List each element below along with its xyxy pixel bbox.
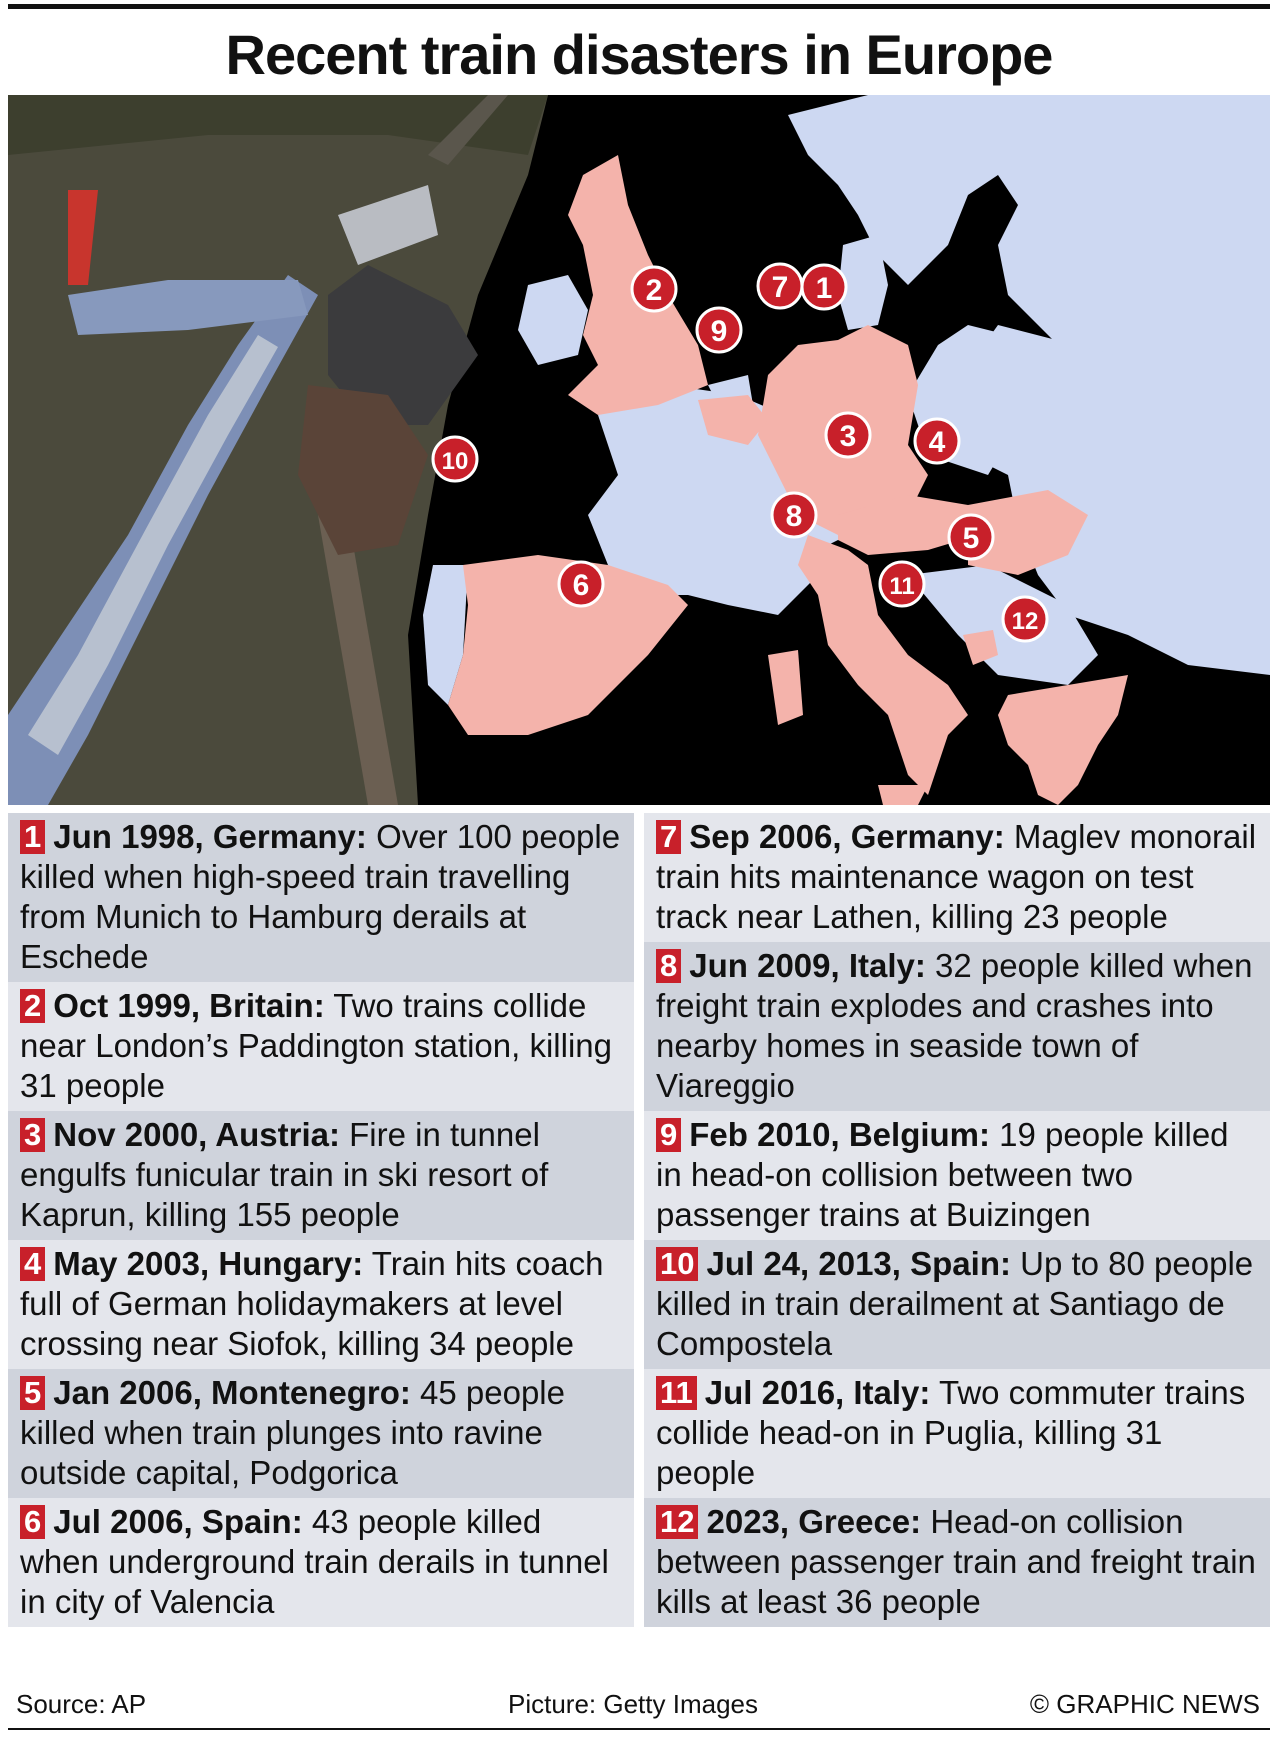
source-credit: Source: AP <box>16 1689 147 1719</box>
event-number-badge: 2 <box>20 989 45 1023</box>
map-marker-4[interactable] <box>915 419 959 463</box>
event-description: Train hits coach full of German holidaymakers at level crossing near Siofok, killing 34 people <box>20 1245 604 1362</box>
event-item-9 <box>644 1111 1270 1240</box>
map-marker-12-label: 12 <box>1011 608 1039 635</box>
map-marker-8-label: 8 <box>785 500 803 533</box>
event-number-badge: 11 <box>656 1376 697 1410</box>
page-title: Recent train disasters in Europe <box>225 23 1053 86</box>
event-description: Two commuter trains collide head-on in Puglia, killing 31 people <box>656 1374 1246 1491</box>
map-marker-10-label: 10 <box>441 448 469 475</box>
event-column-left <box>8 813 634 1627</box>
map-marker-5[interactable] <box>949 515 993 559</box>
event-item-7 <box>644 813 1270 942</box>
event-heading: 2023, Greece: <box>706 1503 922 1540</box>
map-marker-7-label: 7 <box>771 271 789 304</box>
map-marker-2[interactable] <box>632 267 676 311</box>
event-number-badge: 6 <box>20 1505 45 1539</box>
event-heading: Feb 2010, Belgium: <box>689 1116 991 1153</box>
map-marker-3[interactable] <box>826 413 870 457</box>
map-marker-10[interactable] <box>433 437 477 481</box>
event-number-badge: 3 <box>20 1118 45 1152</box>
event-column-right <box>644 813 1270 1627</box>
publisher-credit: © GRAPHIC NEWS <box>1029 1689 1260 1719</box>
event-description: Up to 80 people killed in train derailment at Santiago de Compostela <box>656 1245 1254 1362</box>
map-and-photo <box>8 95 1270 805</box>
event-number-badge: 8 <box>656 949 681 983</box>
event-heading: Nov 2000, Austria: <box>53 1116 340 1153</box>
map-marker-1[interactable] <box>802 265 846 309</box>
event-description: 32 people killed when freight train explodes and crashes into nearby homes in seaside town of Viareggio <box>656 947 1253 1104</box>
event-description: Maglev monorail train hits maintenance wagon on test track near Lathen, killing 23 people <box>656 818 1257 935</box>
map-marker-9-label: 9 <box>710 315 728 348</box>
event-description: 45 people killed when train plunges into ravine outside capital, Podgorica <box>20 1374 565 1491</box>
footer <box>12 1689 1266 1725</box>
map-marker-11[interactable] <box>880 562 924 606</box>
event-item-8 <box>644 942 1270 1111</box>
event-description: 43 people killed when underground train derails in tunnel in city of Valencia <box>20 1503 609 1620</box>
event-number-badge: 5 <box>20 1376 45 1410</box>
event-heading: Jul 2016, Italy: <box>704 1374 931 1411</box>
event-list <box>8 813 1270 1683</box>
europe-map <box>8 95 1270 805</box>
bottom-rule <box>8 1728 1270 1730</box>
event-heading: Jan 2006, Montenegro: <box>53 1374 411 1411</box>
event-heading: Oct 1999, Britain: <box>53 987 325 1024</box>
event-number-badge: 10 <box>656 1247 698 1281</box>
event-heading: Jun 2009, Italy: <box>689 947 926 984</box>
event-heading: Jul 24, 2013, Spain: <box>706 1245 1011 1282</box>
event-item-2 <box>8 982 634 1111</box>
event-item-10 <box>644 1240 1270 1369</box>
top-rule <box>8 4 1270 9</box>
event-number-badge: 1 <box>20 820 45 854</box>
event-description: Two trains collide near London’s Paddington station, killing 31 people <box>20 987 612 1104</box>
event-heading: Jul 2006, Spain: <box>53 1503 303 1540</box>
event-description: Head-on collision between passenger train and freight train kills at least 36 people <box>656 1503 1256 1620</box>
event-heading: Sep 2006, Germany: <box>689 818 1005 855</box>
map-marker-7[interactable] <box>758 264 802 308</box>
event-number-badge: 12 <box>656 1505 698 1539</box>
map-marker-8[interactable] <box>772 493 816 537</box>
event-number-badge: 7 <box>656 820 681 854</box>
picture-credit: Picture: Getty Images <box>508 1689 758 1719</box>
map-marker-11-label: 11 <box>889 573 915 600</box>
map-marker-2-label: 2 <box>645 274 663 307</box>
event-heading: May 2003, Hungary: <box>53 1245 364 1282</box>
map-marker-3-label: 3 <box>839 420 857 453</box>
event-item-11 <box>644 1369 1270 1498</box>
event-item-6 <box>8 1498 634 1627</box>
event-description: 19 people killed in head-on collision between two passenger trains at Buizingen <box>656 1116 1229 1233</box>
event-item-1 <box>8 813 634 982</box>
event-number-badge: 4 <box>20 1247 45 1281</box>
event-description: Fire in tunnel engulfs funicular train in ski resort of Kaprun, killing 155 people <box>20 1116 549 1233</box>
event-item-3 <box>8 1111 634 1240</box>
map-marker-6[interactable] <box>559 562 603 606</box>
map-marker-9[interactable] <box>697 308 741 352</box>
event-item-4 <box>8 1240 634 1369</box>
map-marker-1-label: 1 <box>815 272 833 305</box>
event-number-badge: 9 <box>656 1118 681 1152</box>
event-item-12 <box>644 1498 1270 1627</box>
event-item-5 <box>8 1369 634 1498</box>
event-description: Over 100 people killed when high-speed train travelling from Munich to Hamburg derails at Eschede <box>20 818 621 975</box>
map-marker-6-label: 6 <box>572 569 590 602</box>
map-marker-12[interactable] <box>1003 597 1047 641</box>
event-heading: Jun 1998, Germany: <box>53 818 367 855</box>
map-marker-5-label: 5 <box>962 522 980 555</box>
map-marker-4-label: 4 <box>928 426 946 459</box>
